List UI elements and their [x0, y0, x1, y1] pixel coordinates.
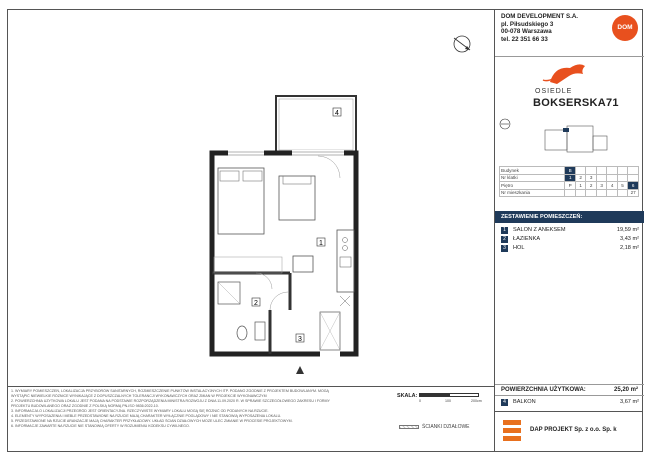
info-cell: 3 [586, 174, 596, 182]
usable-area: POWIERZCHNIA UŻYTKOWA: 25,20 m² [495, 384, 644, 396]
info-cell [607, 167, 617, 175]
building-location-map [495, 116, 644, 164]
info-cell: 2 [575, 174, 585, 182]
room-label-3 [296, 334, 304, 343]
info-cell [596, 174, 606, 182]
developer-address-2: 00-078 Warszawa [501, 28, 552, 36]
info-cell: 6 [628, 182, 639, 190]
room-label-4 [333, 108, 341, 117]
designer-name: DAP PROJEKT Sp. z o.o. Sp. k [530, 427, 617, 433]
developer-name: DOM DEVELOPMENT S.A. [501, 13, 579, 20]
info-cell [628, 167, 639, 175]
room-row: 3 HOL 2,18 m² [501, 245, 639, 254]
svg-text:3: 3 [298, 336, 302, 343]
scale-tick: 0 [419, 399, 421, 403]
info-label: Nr klatki [500, 174, 565, 182]
unit-info-table [499, 166, 639, 197]
info-cell [586, 189, 596, 197]
info-row [500, 189, 639, 197]
note-line: 4. ELEMENTY WYPOSAŻENIA I MEBLE PRZEDSTAWIONE NA RZUCIE MAJĄ CHARAKTER WYŁĄCZNIE POGLĄDOWY I NIE STANOWIĄ WYPOSAŻENIA LOKALU. [11, 414, 282, 418]
developer-phone: tel. 22 351 66 33 [501, 35, 548, 43]
room-label-2 [252, 298, 260, 307]
info-cell: 5 [617, 182, 627, 190]
scale-label: SKALA: [397, 393, 418, 399]
dom-logo: DOM [612, 15, 638, 41]
note-line: 2. POWIERZCHNIA UŻYTKOWA LOKALU JEST PODANA NA PODSTAWIE ROZPORZĄDZENIA MINISTRA ROZWOJU Z DNIA 11.09.2020 R. W SPRAWIE SZCZEGÓŁOWEGO ZAKRESU I FORMY [11, 399, 330, 403]
room-label-1 [317, 238, 325, 247]
info-cell [586, 167, 596, 175]
project-logo [495, 58, 644, 116]
info-sidebar [494, 9, 643, 452]
note-line: WYSTĄPIĆ NIEWIELKIE RÓŻNICE WYNIKAJĄCE Z DOPUSZCZALNYCH TOLERANCJI WYKONAWCZYCH ORAZ ZMIAN W PROJEKCIE WYKONAWCZYM [11, 394, 267, 398]
note-line: PROJEKTU BUDOWLANEGO ORAZ ZGODNIE Z POLSKĄ NORMĄ PN-ISO 9836:2022-10. [11, 404, 159, 408]
info-row [500, 174, 639, 182]
info-cell [565, 189, 575, 197]
info-cell [617, 189, 627, 197]
info-cell: 1 [575, 182, 585, 190]
developer-block [495, 9, 644, 57]
dap-logo-icon [503, 420, 521, 442]
walls-legend: ŚCIANKI DZIAŁOWE [399, 424, 470, 430]
notes-block [7, 386, 494, 452]
svg-text:1: 1 [319, 240, 323, 247]
entrance-marker-icon [296, 366, 304, 374]
note-line: 6. INFORMACJE ZAWARTE NA RZUCIE NIE STANOWIĄ OFERTY W ROZUMIENIU KODEKSU CYWILNEGO. [11, 424, 190, 428]
horse-logo-icon [495, 58, 644, 88]
scale-bar [419, 393, 479, 397]
designer-block [494, 411, 643, 452]
balcony-row: 4 BALKON 3,67 m² [501, 399, 639, 408]
info-cell [575, 167, 585, 175]
usable-area-value: 25,20 m² [613, 387, 638, 393]
info-cell [575, 189, 585, 197]
info-cell: 1 [565, 174, 575, 182]
note-line: 3. INFORMACJA O LOKALIZACJI PRZEGRÓD JEST ORIENTACYJNA. RZECZYWISTE WYMIARY LOKALU MOGĄ SIĘ RÓŻNIĆ OD PODANYCH NA RZUCIE. [11, 409, 269, 413]
note-line: 5. PRZEDSTAWIONE NA RZUCIE ARANŻACJE MAJĄ CHARAKTER PRZYKŁADOWY. UKŁAD ŚCIAN DZIAŁOWYCH MOŻE ULEC ZMIANIE W PROCESIE PROJEKTOWYM. [11, 419, 293, 423]
svg-text:4: 4 [335, 110, 339, 117]
north-arrow-icon [454, 36, 470, 52]
info-row [500, 182, 639, 190]
info-cell [607, 174, 617, 182]
info-cell: 3 [596, 182, 606, 190]
info-cell [596, 167, 606, 175]
svg-text:2: 2 [254, 300, 258, 307]
info-cell: B [565, 167, 575, 175]
room-row: 1 SALON Z ANEKSEM 19,59 m² [501, 227, 639, 236]
info-label: Piętro [500, 182, 565, 190]
project-subtitle: OSIEDLE [535, 88, 573, 95]
note-line: 1. WYMIARY POMIESZCZEŃ, LOKALIZACJA PRZYBORÓW SANITARNYCH, ROZMIESZCZENIE PUNKTÓW INSTALACYJNYCH ITP. PODANO ZGODNIE Z PROJEKTEM BUDOWLANYM. MOGĄ [11, 389, 329, 393]
info-label: Nr mieszkania [500, 189, 565, 197]
info-label: Budynek [500, 167, 565, 175]
room-row: 2 ŁAZIENKA 3,43 m² [501, 236, 639, 245]
rooms-header: ZESTAWIENIE POMIESZCZEŃ: [495, 211, 644, 223]
info-cell: 27 [628, 189, 639, 197]
info-cell [617, 167, 627, 175]
developer-address-1: pl. Piłsudskiego 3 [501, 20, 554, 28]
info-cell [607, 189, 617, 197]
info-cell: 4 [607, 182, 617, 190]
walls-swatch [399, 425, 419, 429]
info-cell: 2 [586, 182, 596, 190]
info-cell [596, 189, 606, 197]
info-cell: P [565, 182, 575, 190]
info-cell [617, 174, 627, 182]
project-name: BOKSERSKA71 [533, 97, 619, 109]
info-cell [628, 174, 639, 182]
scale-tick: 200cm [471, 399, 482, 403]
scale-tick: 100 [445, 399, 451, 403]
info-row [500, 167, 639, 175]
